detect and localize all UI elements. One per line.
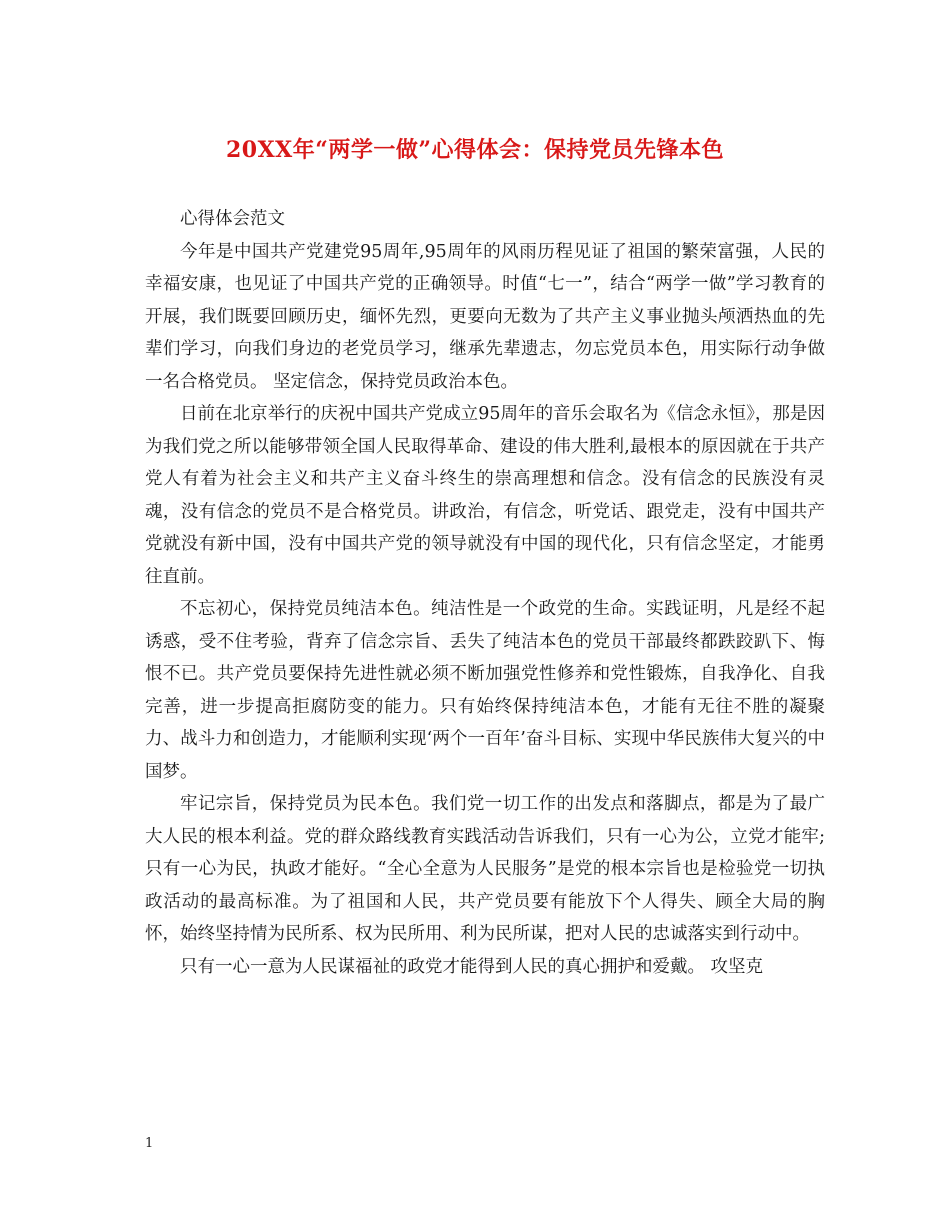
body-paragraph-5: 只有一心一意为人民谋福祉的政党才能得到人民的真心拥护和爱戴。 攻坚克 [180, 956, 764, 977]
document-title: 20XX年“两学一做”心得体会：保持党员先锋本色 [225, 137, 725, 163]
body-paragraph-4: 牢记宗旨，保持党员为民本色。我们党一切工作的出发点和落脚点，都是为了最广大人民的根本利益。党的群众路线教育实践活动告诉我们，只有一心为公，立党才能牢;只有一心为民，执政才能好。“全心全意为人民服务”是党的根本宗旨也是检验党一切执政活动的最高标准。为了祖国和人民，共产党员要有能放下个人得失、顾全大局的胸怀，始终坚持情为民所系、权为民所用、利为民所谋，把对人民的忠诚落实到行动中。 [145, 794, 825, 944]
body-paragraph-3: 不忘初心，保持党员纯洁本色。纯洁性是一个政党的生命。实践证明，凡是经不起诱惑，受不住考验，背弃了信念宗旨、丢失了纯洁本色的党员干部最终都跌跤趴下、悔恨不已。共产党员要保持先进性就必须不断加强党性修养和党性锻炼，自我净化、自我完善，进一步提高拒腐防变的能力。只有始终保持纯洁本色，才能有无往不胜的凝聚力、战斗力和创造力，才能顺利实现‘两个一百年’奋斗目标、实现中华民族伟大复兴的中国梦。 [145, 599, 825, 782]
page-number: 1 [145, 1136, 154, 1151]
document-body [145, 203, 825, 983]
body-paragraph-1: 今年是中国共产党建党95周年,95周年的风雨历程见证了祖国的繁荣富强，人民的幸福安康，也见证了中国共产党的正确领导。时值“七一”，结合“两学一做”学习教育的开展，我们既要回顾历史，缅怀先烈，更要向无数为了共产主义事业抛头颅洒热血的先辈们学习，向我们身边的老党员学习，继承先辈遗志，勿忘党员本色，用实际行动争做一名合格党员。 坚定信念，保持党员政治本色。 [145, 241, 825, 392]
body-paragraph-2: 日前在北京举行的庆祝中国共产党成立95周年的音乐会取名为《信念永恒》，那是因为我们党之所以能够带领全国人民取得革命、建设的伟大胜利,最根本的原因就在于共产党人有着为社会主义和共产主义奋斗终生的崇高理想和信念。没有信念的民族没有灵魂，没有信念的党员不是合格党员。讲政治，有信念，听党话、跟党走，没有中国共产党就没有新中国，没有中国共产党的领导就没有中国的现代化，只有信念坚定，才能勇往直前。 [145, 404, 825, 587]
subtitle-paragraph: 心得体会范文 [180, 209, 285, 229]
